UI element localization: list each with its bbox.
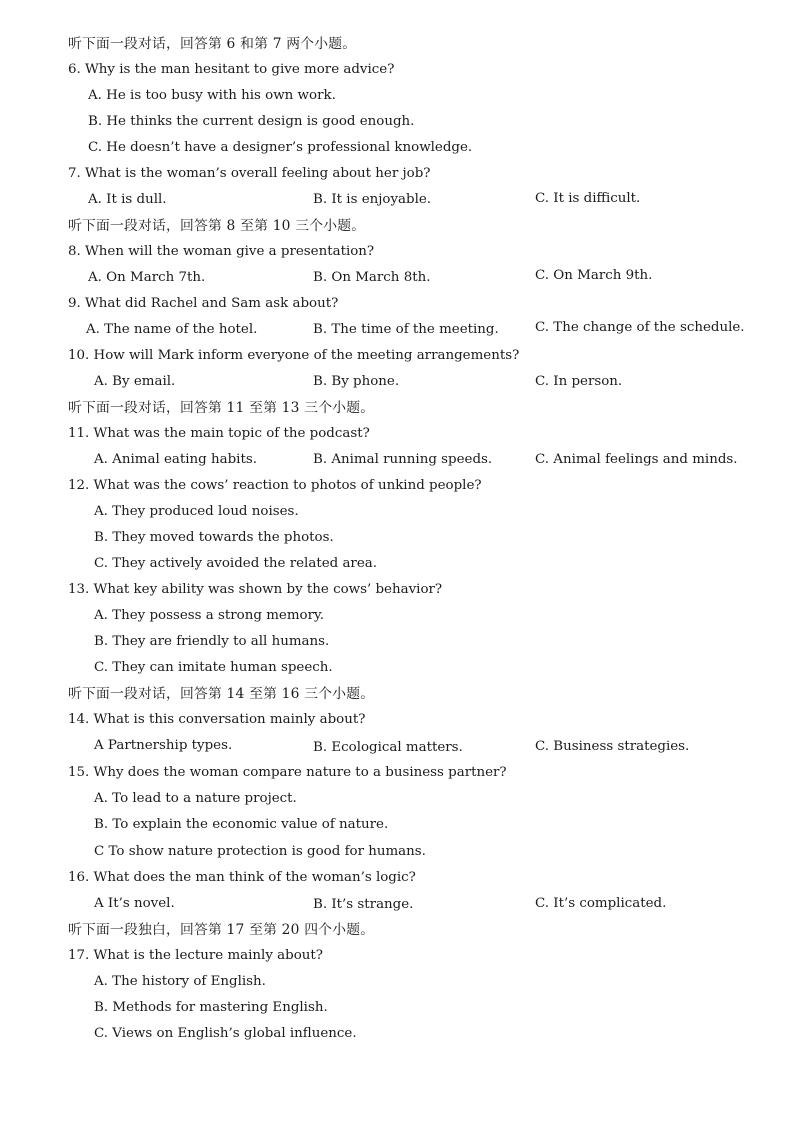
question-10-option-c: C. In person. [535,374,623,389]
question-8-option-a: A. On March 7th. [88,270,206,285]
question-13-stem: 13. What key ability was shown by the cows’ behavior? [68,582,443,597]
question-10-option-b: B. By phone. [313,374,400,389]
section-instruction: 听下面一段独白，回答第 17 至第 20 四个小题。 [68,922,375,938]
question-9-option-c: C. The change of the schedule. [535,320,745,335]
question-8-option-b: B. On March 8th. [313,270,431,285]
question-13-option-b: B. They are friendly to all humans. [94,634,330,649]
question-12-option-c: C. They actively avoided the related area. [94,556,378,571]
question-11-option-a: A. Animal eating habits. [94,452,257,467]
question-15-option-b: B. To explain the economic value of nature. [94,817,389,832]
question-8-option-c: C. On March 9th. [535,268,653,283]
question-14-option-b: B. Ecological matters. [313,740,463,755]
question-12-option-a: A. They produced loud noises. [94,504,299,519]
question-9-option-b: B. The time of the meeting. [313,322,499,337]
question-16-option-a: A It’s novel. [94,896,175,911]
question-6-option-b: B. He thinks the current design is good enough. [88,114,415,129]
question-16-option-c: C. It’s complicated. [535,896,667,911]
question-6-stem: 6. Why is the man hesitant to give more advice? [68,62,395,77]
question-11-option-c: C. Animal feelings and minds. [535,452,738,467]
question-16-stem: 16. What does the man think of the woman’s logic? [68,870,416,885]
question-17-option-c: C. Views on English’s global influence. [94,1026,357,1041]
question-6-option-c: C. He doesn’t have a designer’s professional knowledge. [88,140,473,155]
question-15-option-a: A. To lead to a nature project. [94,791,297,806]
question-6-option-a: A. He is too busy with his own work. [88,88,336,103]
section-instruction: 听下面一段对话，回答第 14 至第 16 三个小题。 [68,686,375,702]
question-17-option-b: B. Methods for mastering English. [94,1000,328,1015]
question-9-option-a: A. The name of the hotel. [86,322,258,337]
section-instruction: 听下面一段对话，回答第 6 和第 7 两个小题。 [68,36,357,52]
question-8-stem: 8. When will the woman give a presentation? [68,244,375,259]
section-instruction: 听下面一段对话，回答第 11 至第 13 三个小题。 [68,400,375,416]
question-16-option-b: B. It’s strange. [313,897,414,912]
question-13-option-a: A. They possess a strong memory. [94,608,325,623]
question-11-stem: 11. What was the main topic of the podcast? [68,426,370,441]
question-12-stem: 12. What was the cows’ reaction to photos of unkind people? [68,478,482,493]
question-7-option-c: C. It is difficult. [535,191,641,206]
question-12-option-b: B. They moved towards the photos. [94,530,334,545]
question-14-option-a: A Partnership types. [94,738,233,753]
section-instruction: 听下面一段对话，回答第 8 至第 10 三个小题。 [68,218,366,234]
question-7-option-b: B. It is enjoyable. [313,192,432,207]
question-15-option-c: C To show nature protection is good for humans. [94,844,426,859]
question-17-stem: 17. What is the lecture mainly about? [68,948,323,963]
question-9-stem: 9. What did Rachel and Sam ask about? [68,296,339,311]
question-10-stem: 10. How will Mark inform everyone of the meeting arrangements? [68,348,520,363]
question-10-option-a: A. By email. [94,374,176,389]
question-17-option-a: A. The history of English. [94,974,266,989]
question-14-stem: 14. What is this conversation mainly about? [68,712,366,727]
question-13-option-c: C. They can imitate human speech. [94,660,333,675]
question-15-stem: 15. Why does the woman compare nature to a business partner? [68,765,507,780]
question-14-option-c: C. Business strategies. [535,739,690,754]
question-7-option-a: A. It is dull. [88,192,167,207]
question-11-option-b: B. Animal running speeds. [313,452,493,467]
question-7-stem: 7. What is the woman’s overall feeling about her job? [68,166,431,181]
